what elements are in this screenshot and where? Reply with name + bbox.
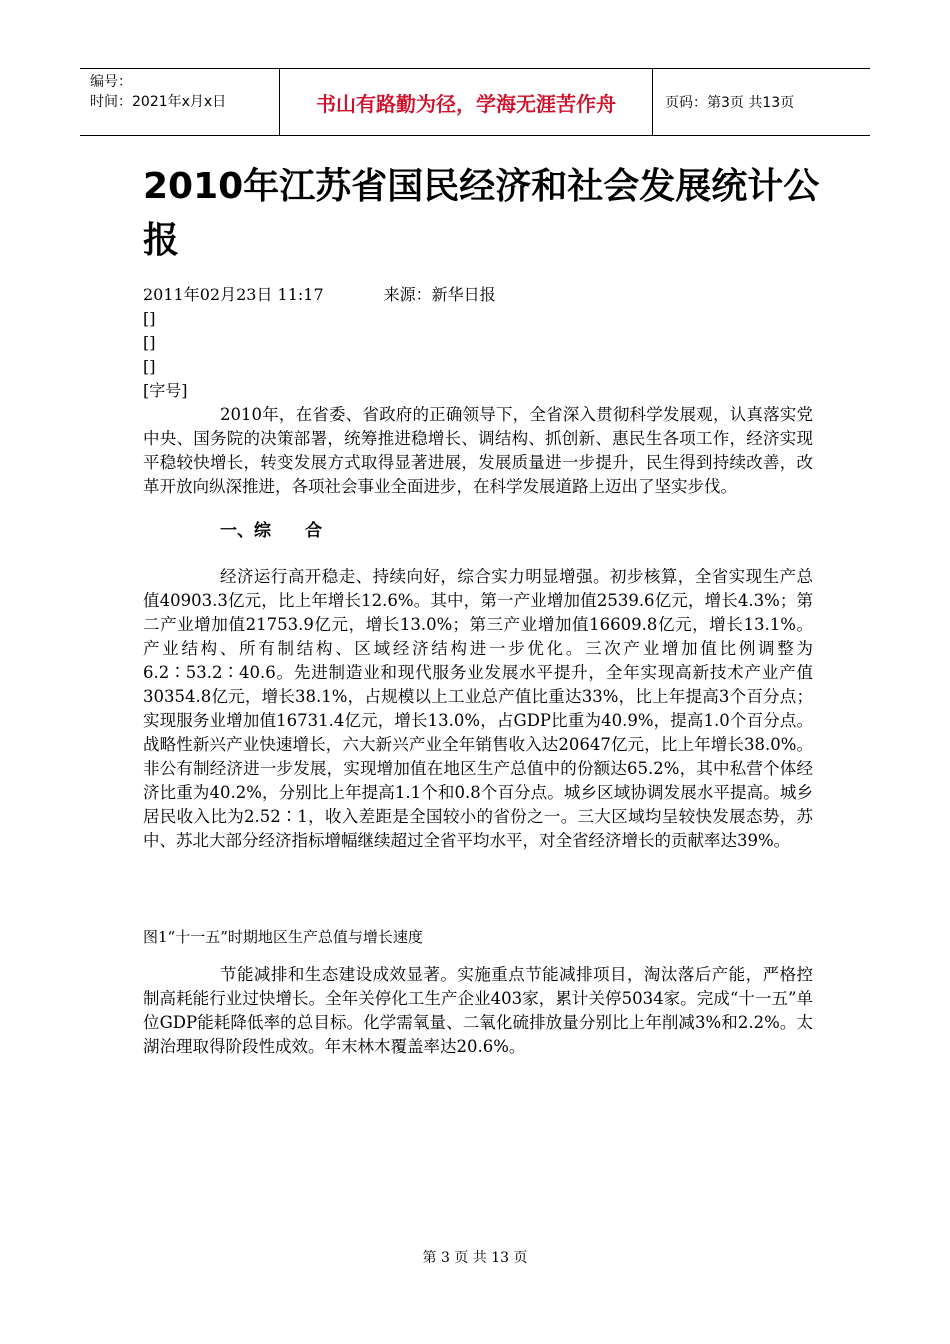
article-meta [143,283,496,403]
time-label: 时间：2021年x月x日 [90,94,227,110]
bracket-link-1[interactable]: [] [143,309,156,328]
source: 来源：新华日报 [383,285,496,304]
page-title: 2010年江苏省国民经济和社会发展统计公报 [143,166,820,261]
bracket-link-3[interactable]: [] [143,357,156,376]
body-paragraph: 节能减排和生态建设成效显著。实施重点节能减排项目，淘汰落后产能，严格控制高耗能行业过快增长。全年关停化工生产企业403家，累计关停5034家。完成“十一五”单位GDP能耗降低率的总目标。化学需氧量、二氧化硫排放量分别比上年削减3%和2.2%。太湖治理取得阶段性成效。年末林木覆盖率达20.6%。 [143,965,813,1056]
page-footer: 第 3 页 共 13 页 [422,1250,528,1266]
figure-caption: 图1“十一五”时期地区生产总值与增长速度 [143,928,423,946]
intro-paragraph: 2010年，在省委、省政府的正确领导下，全省深入贯彻科学发展观，认真落实党中央、国务院的决策部署，统筹推进稳增长、调结构、抓创新、惠民生各项工作，经济实现平稳较快增长，转变发展方式取得显著进展，发展质量进一步提升，民生得到持续改善，改革开放向纵深推进，各项社会事业全面进步，在科学发展道路上迈出了坚实步伐。 [143,405,813,496]
number-label: 编号： [90,74,132,90]
body-paragraph: 经济运行高开稳走、持续向好，综合实力明显增强。初步核算，全省实现生产总值40903.3亿元，比上年增长12.6%。其中，第一产业增加值2539.6亿元，增长4.3%；第二产业增加值21753.9亿元，增长13.0%；第三产业增加值16609.8亿元，增长13.1%。产业结构、所有制结构、区域经济结构进一步优化。三次产业增加值比例调整为6.2∶53.2∶40.6。先进制造业和现代服务业发展水平提升，全年实现高新技术产业产值30354.8亿元，增长38.1%，占规模以上工业总产值比重达33%，比上年提高3个百分点；实现服务业增加值16731.4亿元，增长13.0%，占GDP比重为40.9%，提高1.0个百分点。战略性新兴产业快速增长，六大新兴产业全年销售收入达20647亿元，比上年增长38.0%。非公有制经济进一步发展，实现增加值在地区生产总值中的份额达65.2%，其中私营个体经济比重为40.2%，分别比上年提高1.1个和0.8个百分点。城乡区域协调发展水平提高。城乡居民收入比为2.52∶1，收入差距是全国较小的省份之一。三大区域均呈较快发展态势，苏中、苏北大部分经济指标增幅继续超过全省平均水平，对全省经济增长的贡献率达39%。 [143,567,813,850]
motto: 书山有路勤为径，学海无涯苦作舟 [280,69,653,135]
font-size-link[interactable]: [字号] [143,381,188,400]
bracket-link-2[interactable]: [] [143,333,156,352]
article-body [143,403,813,1059]
page-info: 页码：第3页 共13页 [665,95,795,111]
section-heading: 一、综 合 [220,521,322,541]
date-source-line [143,283,496,307]
document-header [80,68,870,136]
header-left-cell [80,69,280,135]
publish-date: 2011年02月23日 11:17 [143,285,324,304]
